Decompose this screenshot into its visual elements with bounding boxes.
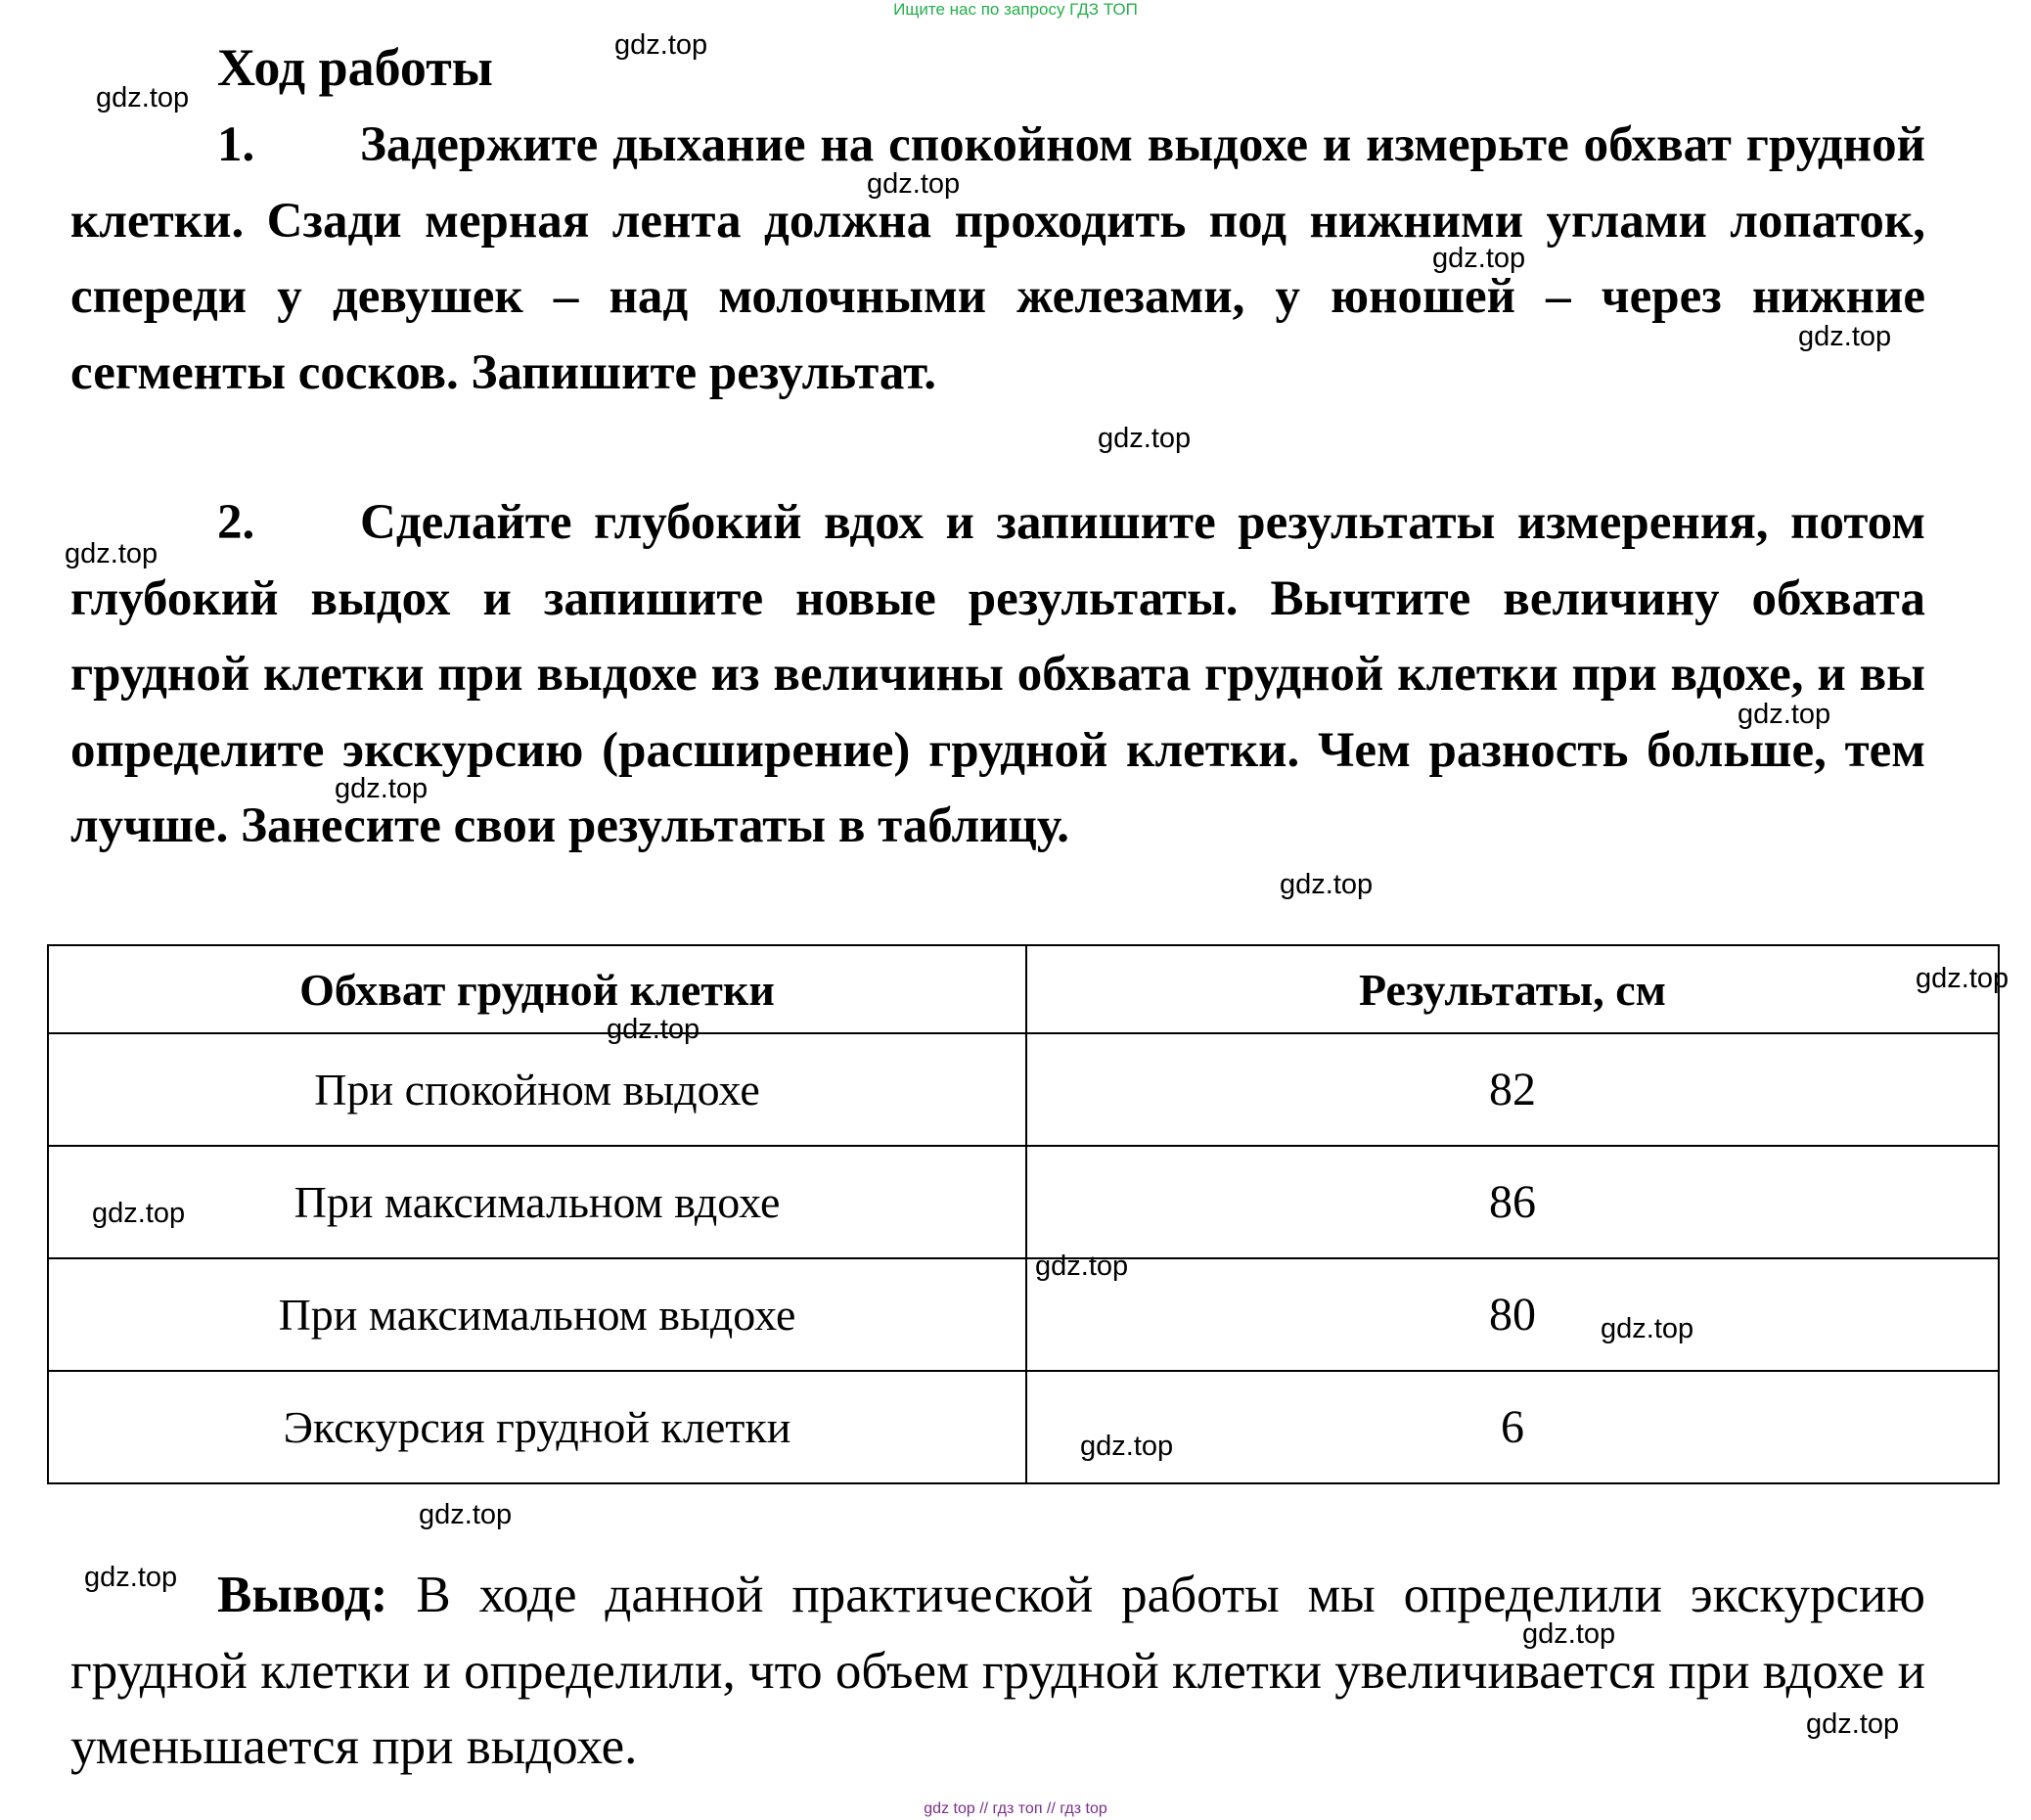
watermark: gdz.top <box>1522 1618 1616 1650</box>
watermark: gdz.top <box>607 1014 700 1045</box>
table-row <box>48 1258 1999 1371</box>
conclusion-label: Вывод: <box>217 1567 388 1623</box>
watermark: gdz.top <box>92 1198 186 1229</box>
watermark: gdz.top <box>1738 699 1831 730</box>
watermark: gdz.top <box>1432 243 1526 274</box>
watermark: gdz.top <box>1080 1431 1174 1462</box>
table-row <box>48 1146 1999 1258</box>
row-label: При спокойном выдохе <box>48 1033 1026 1146</box>
watermark: gdz.top <box>1798 321 1892 352</box>
step-1-number: 1. <box>217 117 255 172</box>
row-value: 86 <box>1026 1146 1999 1258</box>
watermark: gdz.top <box>335 773 429 804</box>
row-value: 82 <box>1026 1033 1999 1146</box>
watermark: gdz.top <box>1098 423 1192 454</box>
step-1 <box>70 108 1925 411</box>
watermark: gdz.top <box>1035 1251 1129 1282</box>
row-value: 6 <box>1026 1371 1999 1483</box>
step-2 <box>70 485 1925 865</box>
row-label: При максимальном выдохе <box>48 1258 1026 1371</box>
watermark: gdz.top <box>1280 869 1374 900</box>
row-label: При максимальном вдохе <box>48 1146 1026 1258</box>
header-chest-girth: Обхват грудной клетки <box>48 945 1026 1033</box>
page-title: Ход работы <box>217 38 493 97</box>
step-2-text: Сделайте глубокий вдох и запишите результаты измерения, потом глубокий выдох и запишите новые результаты. Вычтите величину обхвата грудной клетки при выдохе из величины обхвата грудной клетки при вдохе, и вы определите экскурсию (расширение) грудной клетки. Чем разность больше, тем лучше. Занесите свои результаты в таблицу. <box>70 495 1925 853</box>
header-results: Результаты, см <box>1026 945 1999 1033</box>
bottom-banner: gdz top // гдз топ // гдз top <box>924 1800 1107 1817</box>
watermark: gdz.top <box>65 538 158 569</box>
table-row <box>48 1371 1999 1483</box>
row-label: Экскурсия грудной клетки <box>48 1371 1026 1483</box>
watermark: gdz.top <box>84 1562 178 1593</box>
step-2-number: 2. <box>217 495 255 550</box>
table-row <box>48 1033 1999 1146</box>
watermark: gdz.top <box>867 168 961 200</box>
watermark: gdz.top <box>419 1499 513 1530</box>
table-header-row <box>48 945 1999 1033</box>
conclusion <box>70 1558 1925 1786</box>
watermark: gdz.top <box>96 82 190 114</box>
watermark: gdz.top <box>1916 963 2009 994</box>
top-banner: Ищите нас по запросу ГДЗ ТОП <box>893 0 1138 19</box>
conclusion-text: В ходе данной практической работы мы определили экскурсию грудной клетки и определили, что объем грудной клетки увеличивается при вдохе и уменьшается при выдохе. <box>70 1567 1925 1775</box>
row-value: 80 <box>1026 1258 1999 1371</box>
watermark: gdz.top <box>1601 1313 1694 1344</box>
step-1-text: Задержите дыхание на спокойном выдохе и измерьте обхват грудной клетки. Сзади мерная лента должна проходить под нижними углами лопаток, спереди у девушек – над молочными железами, у юношей – через нижние сегменты сосков. Запишите результат. <box>70 117 1925 400</box>
watermark: gdz.top <box>1806 1708 1900 1740</box>
results-table <box>47 944 2000 1484</box>
watermark: gdz.top <box>614 29 708 61</box>
